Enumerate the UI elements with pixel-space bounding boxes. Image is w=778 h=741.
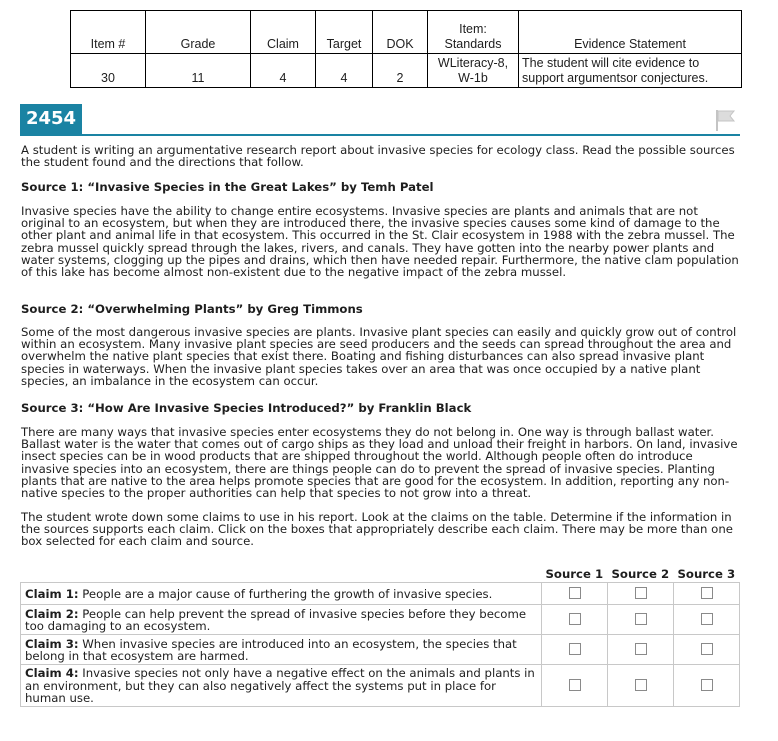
header-grade: Grade [146,11,251,54]
claim-4-source-1-cell [542,665,608,707]
claim-2-cell [21,605,542,635]
claim-2-label: Claim 2: [25,606,79,621]
claim-row-1 [21,583,740,605]
claim-3-label: Claim 3: [25,636,79,651]
source-2-column-header: Source 2 [608,566,674,583]
claim-3-source-3-cell [674,635,740,665]
directions-text: The student wrote down some claims to use in his report. Look at the claims on the table. Determine if the information in the sources supports each claim. Click on the boxes that appropriately describe each claim. There may be more than one box selected for each claim and source. [21,510,733,549]
header-standards: Item: Standards [428,11,519,54]
claim-3-source-2-checkbox[interactable] [635,643,647,655]
claim-4-cell [21,665,542,707]
standards-line-1: WLiteracy-8, [437,56,509,70]
claim-1-cell [21,583,542,605]
header-item-number: Item # [71,11,146,54]
claim-1-source-2-checkbox[interactable] [635,587,647,599]
claim-1-source-1-checkbox[interactable] [569,587,581,599]
source-1-body: Invasive species have the ability to change entire ecosystems. Invasive species are plants and animals that are not original to an ecosystem, but when they are introduced there, the invasive species causes some kind of damage to the other plant and animal life in that ecosystem. This occurred in the St. Clair ecosystem in 1988 with the zebra mussel. The zebra mussel quickly spread through the lakes, rivers, and canals. They have gotten into the nearby power plants and water systems, clogging up the pipes and drains, which then have needed repair. Furthermore, the native clam population of this lake has become almost non-existent due to the negative impact of the zebra mussel. [21,204,739,280]
source-3-column-header: Source 3 [674,566,740,583]
claim-3-source-1-checkbox[interactable] [569,643,581,655]
target-value: 4 [316,54,373,88]
header-target: Target [316,11,373,54]
source-2-body: Some of the most dangerous invasive species are plants. Invasive plant species can easily and quickly grow out of control within an ecosystem. Many invasive plant species are seed producers and the seeds can spread throughout the area and overwhelm the native plant species that exist there. Boating and fishing disturbances can also spread invasive plant species in waterways. When the invasive plant species takes over an area that was once occupied by a native plant species, an imbalance in the ecosystem can occur. [21,325,737,388]
source-1-column-header: Source 1 [542,566,608,583]
intro-text: A student is writing an argumentative research report about invasive species for ecology class. Read the possible sources the student found and the directions that follow. [21,143,735,170]
claim-1-source-3-checkbox[interactable] [701,587,713,599]
claim-1-text: People are a major cause of furthering the growth of invasive species. [82,586,493,601]
claim-2-source-2-cell [608,605,674,635]
claim-4-source-1-checkbox[interactable] [569,679,581,691]
claim-1-source-1-cell [542,583,608,605]
claim-2-source-1-checkbox[interactable] [569,613,581,625]
claim-row-3 [21,635,740,665]
grade-value: 11 [146,54,251,88]
claim-3-source-2-cell [608,635,674,665]
claim-4-source-3-cell [674,665,740,707]
source-3-title: Source 3: “How Are Invasive Species Introduced?” by Franklin Black [21,401,472,415]
header-dok: DOK [373,11,428,54]
evidence-line-1: The student will cite evidence to [522,56,700,70]
claim-1-source-2-cell [608,583,674,605]
standards-line-2: W-1b [458,71,488,85]
claim-2-source-3-cell [674,605,740,635]
standards-value [428,54,519,88]
dok-value: 2 [373,54,428,88]
claims-header-blank [21,566,542,583]
claim-4-label: Claim 4: [25,666,79,681]
evidence-statement-value [519,54,742,88]
claim-3-cell [21,635,542,665]
claim-2-source-2-checkbox[interactable] [635,613,647,625]
item-id-badge: 2454 [20,104,82,134]
claim-row-4 [21,665,740,707]
source-1-title: Source 1: “Invasive Species in the Great Lakes” by Temh Patel [21,180,434,194]
claims-table [20,566,740,707]
claim-2-text: People can help prevent the spread of invasive species before they become too damaging to an ecosystem. [25,606,527,633]
evidence-line-2: support argumentsor conjectures. [522,71,709,85]
claim-4-text: Invasive species not only have a negative effect on the animals and plants in an environment, but they can also negatively affect the systems put in place for human use. [25,666,535,705]
header-claim: Claim [251,11,316,54]
header-evidence-statement: Evidence Statement [519,11,742,54]
header-divider [20,134,740,136]
item-metadata-table [70,10,742,88]
source-3-body: There are many ways that invasive species enter ecosystems they do not belong in. One way is through ballast water. Ballast water is the water that comes out of cargo ships as they load and unload their freight in harbors. On land, invasive insect species can be in wood products that are shipped throughout the world. Although people often do introduce invasive species into an ecosystem, there are things people can do to prevent the spread of invasive species. Planting plants that are native to the area helps promote species that are good for the ecosystem. In addition, reporting any non-native species to the proper authorities can help that species to not grow into a threat. [21,425,738,501]
claim-3-text: When invasive species are introduced into an ecosystem, the species that belong in that ecosystem are harmed. [25,636,517,663]
source-2-title: Source 2: “Overwhelming Plants” by Greg Timmons [21,302,363,316]
item-number-value: 30 [71,54,146,88]
claim-4-source-2-checkbox[interactable] [635,679,647,691]
flag-icon[interactable] [713,108,737,132]
claim-3-source-1-cell [542,635,608,665]
claim-value: 4 [251,54,316,88]
claim-4-source-3-checkbox[interactable] [701,679,713,691]
claim-2-source-3-checkbox[interactable] [701,613,713,625]
claim-1-label: Claim 1: [25,586,79,601]
claim-1-source-3-cell [674,583,740,605]
claim-row-2 [21,605,740,635]
claim-3-source-3-checkbox[interactable] [701,643,713,655]
claim-2-source-1-cell [542,605,608,635]
claim-4-source-2-cell [608,665,674,707]
